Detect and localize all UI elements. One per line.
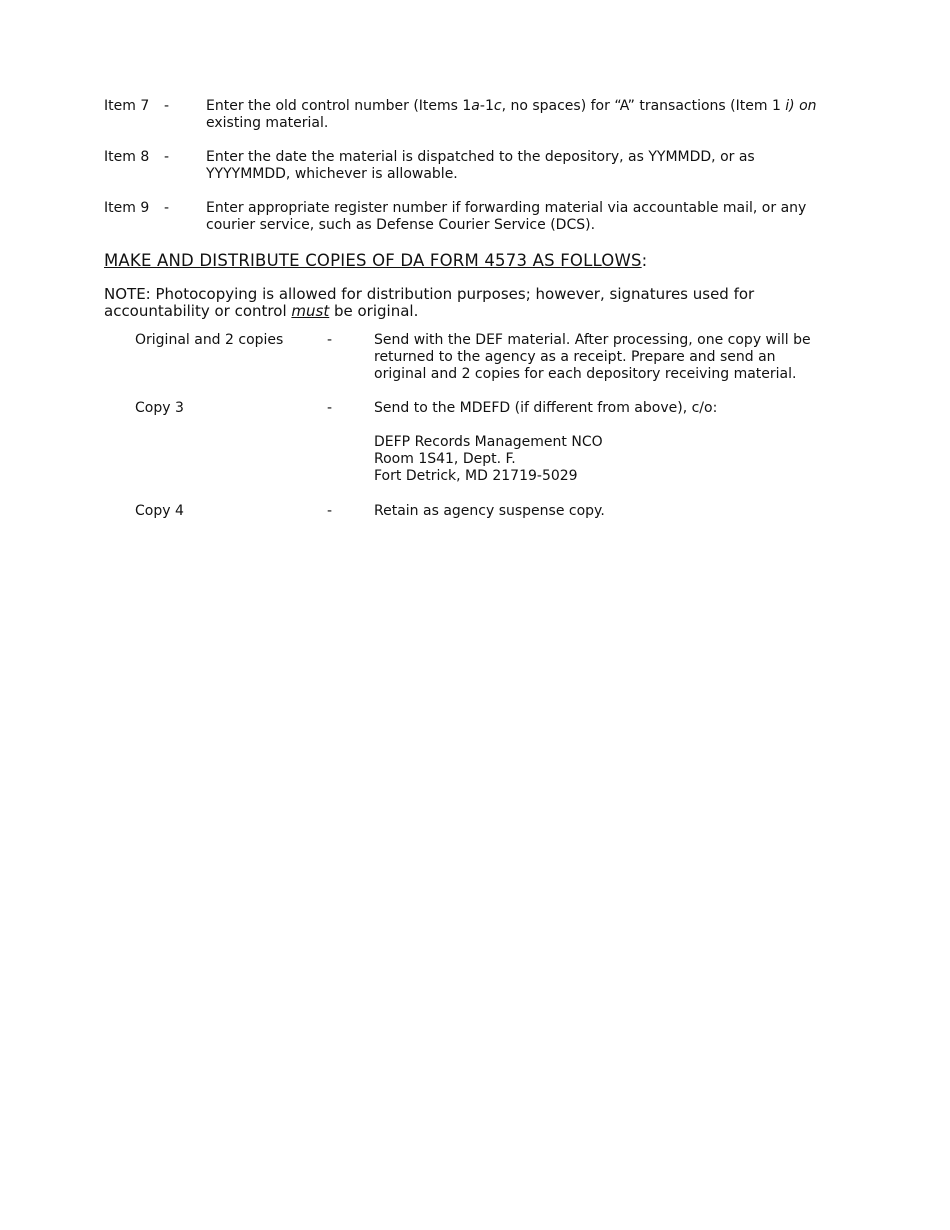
- copy-dash: -: [327, 332, 333, 348]
- address-line: Room 1S41, Dept. F.: [374, 451, 516, 467]
- item-7-line-1: [206, 98, 816, 115]
- section-heading-text: MAKE AND DISTRIBUTE COPIES OF DA FORM 4573 AS FOLLOWS: [104, 251, 642, 270]
- item-description: [206, 200, 816, 234]
- copy-label: Original and 2 copies: [135, 332, 284, 348]
- item-7-text-b: a: [471, 98, 480, 114]
- item-label: Item 9: [104, 200, 150, 216]
- item-dash: -: [164, 98, 170, 114]
- section-heading-colon: :: [641, 251, 648, 270]
- section-heading: [104, 251, 647, 271]
- copy-instruction: [374, 503, 814, 520]
- item-label: Item 8: [104, 149, 150, 165]
- item-7-text-a: Enter the old control number (Items 1: [206, 98, 472, 114]
- item-description: [206, 149, 816, 183]
- note-line-1: NOTE: Photocopying is allowed for distribution purposes; however, signatures used for: [104, 285, 755, 303]
- item-8-line-2: YYYYMMDD, whichever is allowable.: [206, 166, 458, 182]
- item-dash: -: [164, 149, 170, 165]
- copy-label: Copy 4: [135, 503, 184, 519]
- item-description: [206, 98, 816, 132]
- note-text-after: be original.: [329, 302, 419, 320]
- copy-instruction: [374, 400, 814, 485]
- item-7-line-2: existing material.: [206, 115, 329, 131]
- copy-dash: -: [327, 503, 333, 519]
- copy-instruction-line: Retain as agency suspense copy.: [374, 503, 605, 519]
- item-7-text-f: i) on: [785, 98, 817, 114]
- copy-instruction-line: returned to the agency as a receipt. Prepare and send an: [374, 349, 776, 365]
- item-9-line-2: courier service, such as Defense Courier Service (DCS).: [206, 217, 596, 233]
- note-emphasis: must: [291, 302, 330, 320]
- item-7-text-c: -1: [479, 98, 494, 114]
- note-line-2: [104, 303, 804, 320]
- address-line: Fort Detrick, MD 21719-5029: [374, 468, 578, 484]
- note-text-before: accountability or control: [104, 302, 292, 320]
- copy-instruction: [374, 332, 814, 383]
- copy-instruction-line: original and 2 copies for each depository receiving material.: [374, 366, 797, 382]
- copy-instruction-line: Send to the MDEFD (if different from above), c/o:: [374, 400, 718, 416]
- item-7-text-d: c: [493, 98, 502, 114]
- item-label: Item 7: [104, 98, 150, 114]
- item-8-line-1: Enter the date the material is dispatched to the depository, as YYMMDD, or as: [206, 149, 755, 165]
- item-dash: -: [164, 200, 170, 216]
- address-line: DEFP Records Management NCO: [374, 434, 603, 450]
- note-paragraph: [104, 286, 804, 320]
- item-7-text-e: , no spaces) for “A” transactions (Item 1: [501, 98, 786, 114]
- item-9-line-1: Enter appropriate register number if forwarding material via accountable mail, or any: [206, 200, 807, 216]
- copy-dash: -: [327, 400, 333, 416]
- copy-label: Copy 3: [135, 400, 184, 416]
- copy-instruction-line: Send with the DEF material. After processing, one copy will be: [374, 332, 811, 348]
